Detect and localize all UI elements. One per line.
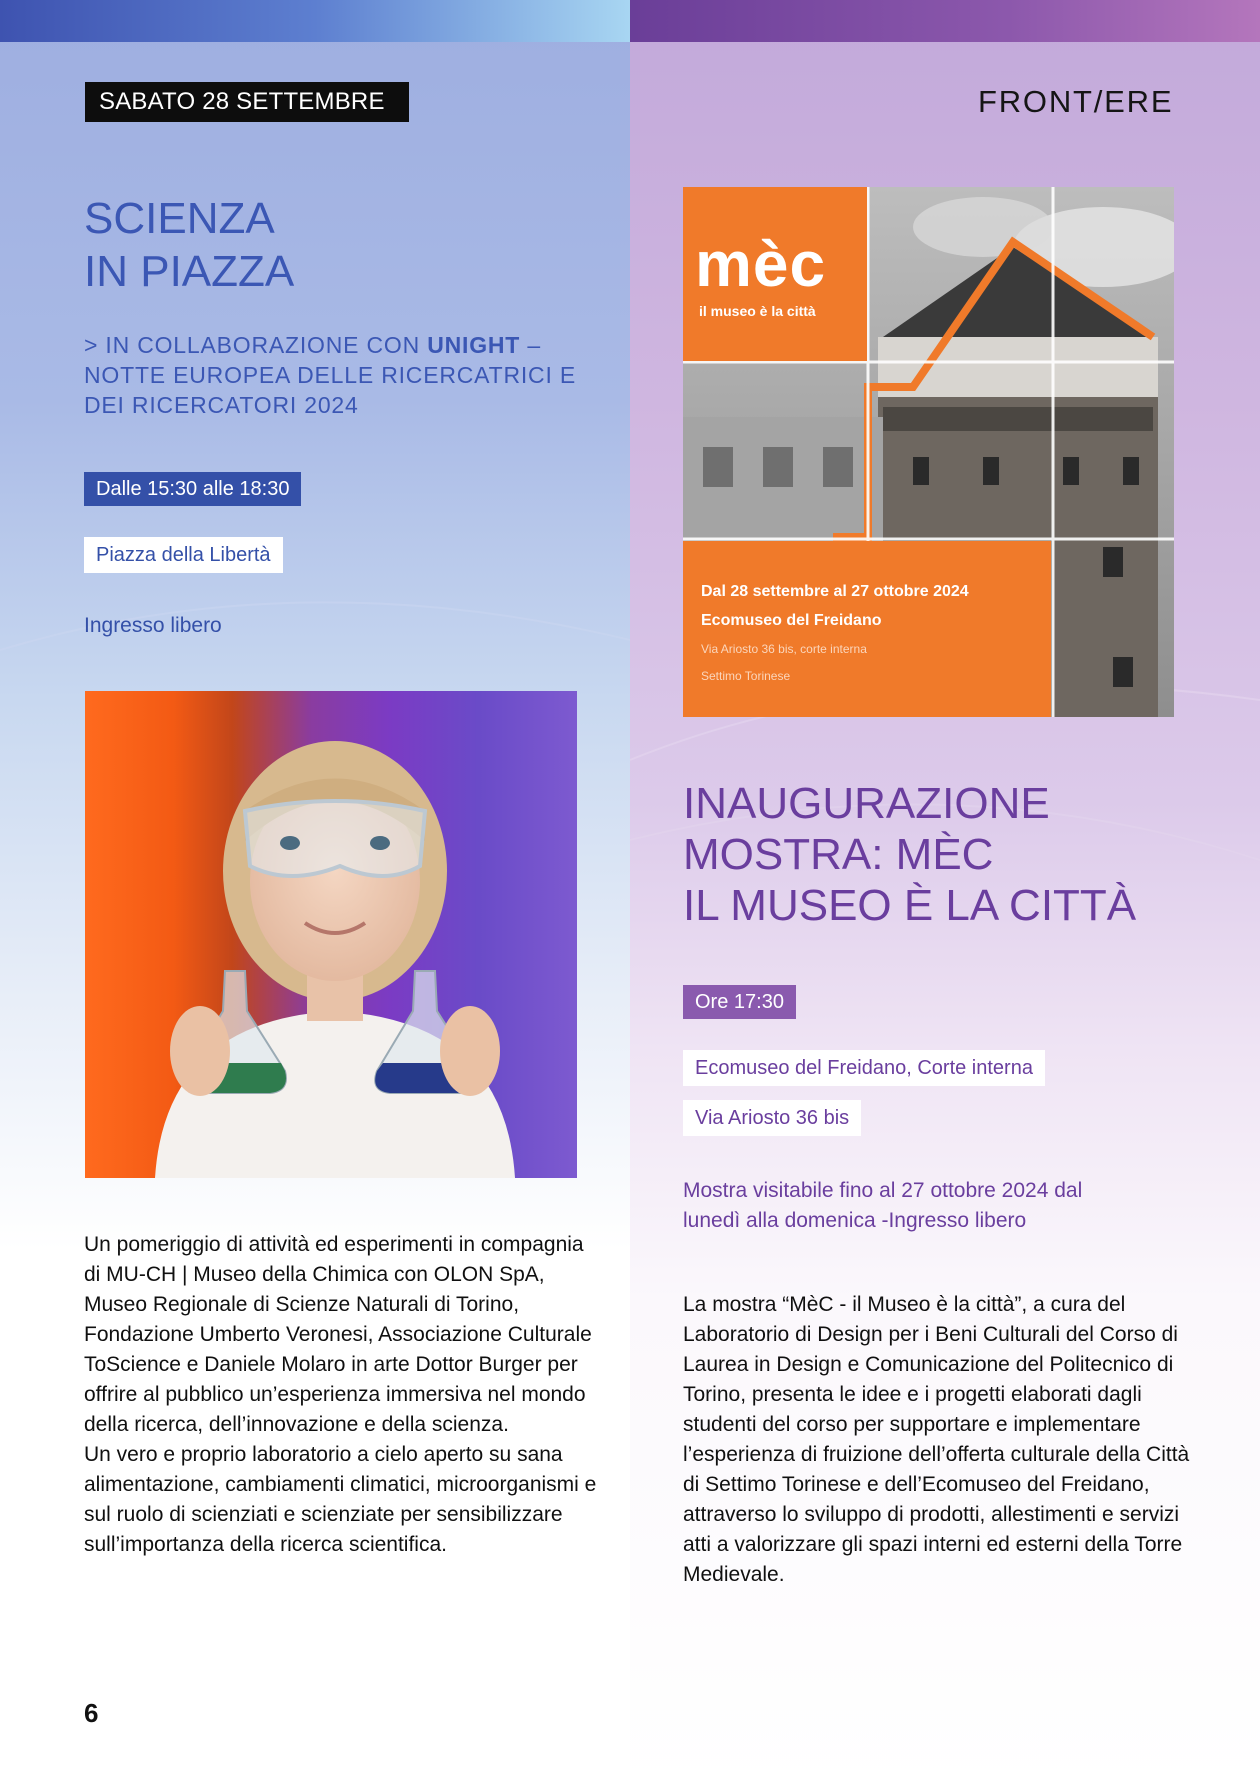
place-badge-left: Piazza della Libertà xyxy=(84,537,283,573)
poster-city: Settimo Torinese xyxy=(701,669,791,683)
time-badge-left: Dalle 15:30 alle 18:30 xyxy=(84,472,301,506)
poster-dates: Dal 28 settembre al 27 ottobre 2024 xyxy=(701,583,969,600)
entry-note-left: Ingresso libero xyxy=(84,614,222,637)
visit-note: Mostra visitabile fino al 27 ottobre 2024 dal lunedì alla domenica -Ingresso libero xyxy=(683,1179,1083,1232)
address-badge-right: Via Ariosto 36 bis xyxy=(683,1100,861,1136)
event-title-inaugurazione: INAUGURAZIONE MOSTRA: MÈC IL MUSEO È LA CITTÀ xyxy=(683,779,1137,930)
place-badge-right: Ecomuseo del Freidano, Corte interna xyxy=(683,1050,1045,1086)
poster-venue: Ecomuseo del Freidano xyxy=(701,612,882,629)
poster-address: Via Ariosto 36 bis, corte interna xyxy=(701,642,867,656)
description-right: La mostra “MèC - il Museo è la città”, a cura del Laboratorio di Design per i Beni Culturali del Corso di Laurea in Design e Comunicazione del Politecnico di Torino, presenta le idee e i progetti elaborati dagli studenti del corso per supportare e implementare l’esperienza di fruizione dell’offerta culturale della Città di Settimo Torinese e dell’Ecomuseo del Freidano, attraverso lo sviluppo di prodotti, allestimenti e servizi atti a valorizzare gli spazi interni ed esterni della Torre Medievale. xyxy=(683,1293,1190,1586)
poster-logo: mèc xyxy=(695,228,827,300)
description-left: Un pomeriggio di attività ed esperimenti in compagnia di MU-CH | Museo della Chimica con OLON SpA, Museo Regionale di Scienze Naturali di Torino, Fondazione Umberto Veronesi, Associazione Culturale ToScience e Daniele Molaro in arte Dottor Burger per offrire al pubblico un’esperienza immersiva nel mondo della ricerca, dell’innovazione e della scienza. Un vero e proprio laboratorio a cielo aperto su sana alimentazione, cambiamenti climatici, microorganismi e sul ruolo di scienziati e scienziate per sensibilizzare sull’importanza della ricerca scientifica. xyxy=(84,1233,597,1556)
photo-girl-with-flasks xyxy=(85,691,577,1178)
time-badge-right: Ore 17:30 xyxy=(683,985,796,1019)
date-badge: SABATO 28 SETTEMBRE xyxy=(85,82,409,122)
brand-logo: FRONT/ERE xyxy=(978,84,1174,119)
poster-mec xyxy=(683,187,1174,717)
poster-subtitle: il museo è la città xyxy=(699,303,816,319)
page-number: 6 xyxy=(84,1698,99,1728)
event-title-scienza: SCIENZA IN PIAZZA xyxy=(84,194,295,296)
collaboration-note: > IN COLLABORAZIONE CON UNIGHT – NOTTE EUROPEA DELLE RICERCATRICI E DEI RICERCATORI 2024 xyxy=(84,332,576,418)
